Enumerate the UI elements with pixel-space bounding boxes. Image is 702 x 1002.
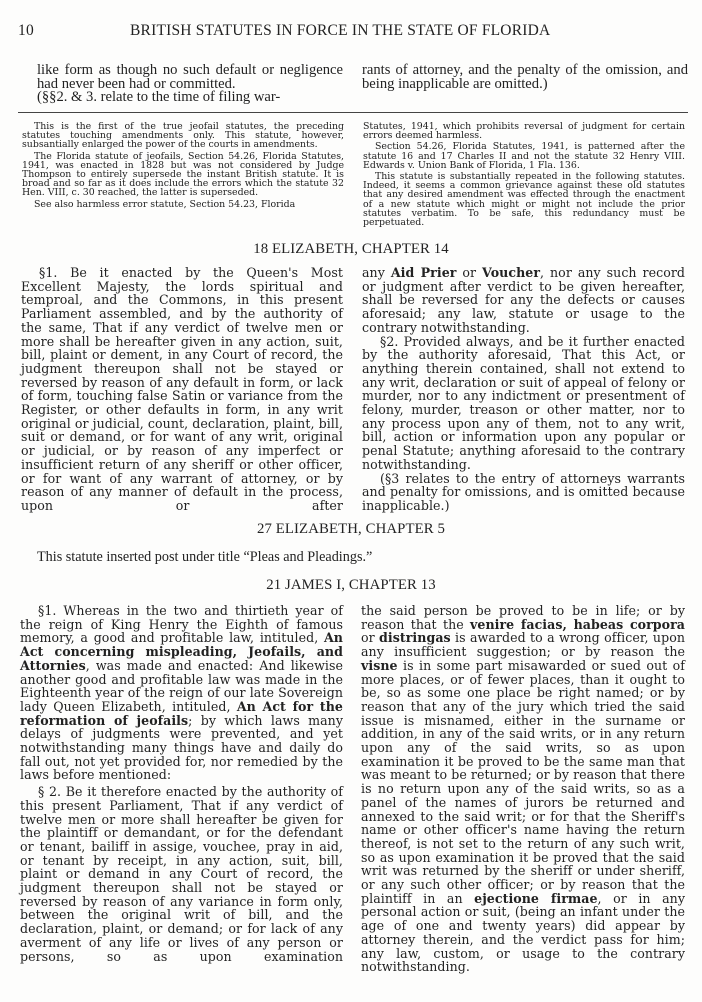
term-aid-prier: Aid Prier <box>390 265 457 280</box>
text-run: ; by which laws many delays of judgments were prevented, and yet notwithstanding many things have and daily do fall out, not yet provided for, nor remedied by the laws before mentioned: <box>20 712 343 783</box>
running-header <box>18 22 692 42</box>
act-title: An Act concerning mispleading, Jeofails, and Attornies <box>20 630 343 673</box>
text-run: or <box>456 265 483 280</box>
james-21-left-column <box>20 604 343 963</box>
note-paragraph: Statutes, 1941, which prohibits reversal of judgment for certain errors deemed harmless. <box>363 121 685 142</box>
footnote-divider <box>18 112 688 113</box>
page-number: 10 <box>18 22 34 39</box>
text-run: is in some part misawarded or sued out of more places, or of fewer places, than it ought to be, so as some one place be right named; or by reason that any of the jury which tried the said issue is misnamed, either in the surname or addition, in any of the said writs, or in any return upon any of the said writs, so as upon examination it be proved to be the same man that was meant to be returned; or by reason that there is no return upon any of the said writs, so as a panel of the names of jurors be returned and annexed to the said writ; or for that the Sheriff's name or other officer's name having the return thereof, is not set to the return of any such writ, so as upon examination it be proved that the said writ was returned by the sheriff or under sheriff, or any such other officer; or by reason that the plaintiff in an <box>361 657 685 906</box>
elizabeth-18-left-column <box>21 266 343 513</box>
section-1-paragraph: §1. Be it enacted by the Queen's Most Excellent Majesty, the lords spiritual and temproal, and the Commons, in this present Parliament assembled, and by the authority of the same, That if any verdict of twelve men or more shall be hereafter given in any action, suit, bill, plaint or dement, in any Court of record, the judgment thereupon shall not be stayed or reversed by reason of any default in form, or lack of form, touching false Satin or variance from the Register, or other defaults in form, in any writ original or judicial, count, declaration, plaint, bill, suit or demand, or for want of any writ, original or judicial, or by reason of any imperfect or insufficient return of any sheriff or other officer, or for want of any warrant of attorney, or by reason of any manner of default in the process, upon or after <box>21 265 343 513</box>
text-run: , or in any personal action or suit, (being an infant under the age of one and twenty years) did appear by attorney therein, and the verdict pass for him; any law, custom, or usage to the contrary notwithstanding. <box>361 890 685 975</box>
carryover-paragraph: like form as though no such default or negligence had never been had or committed. <box>37 62 343 92</box>
section-3-omission-note: (§3 relates to the entry of attorneys warrants and penalty for omissions, and is omitted because inapplicable.) <box>362 470 685 513</box>
note-paragraph: Section 54.26, Florida Statutes, 1941, is patterned after the statute 16 and 17 Charles II and not the statute 32 Henry VIII. Edwards v. Union Bank of Florida, 1 Fla. 136. <box>363 141 685 171</box>
cross-reference-note: This statute inserted post under title “Pleas and Pleadings.” <box>37 549 373 565</box>
section-2-paragraph: § 2. Be it therefore enacted by the authority of this present Parliament, That if any verdict of twelve men or more shall hereafter be given for the plaintiff or demandant, or for the defendant or tenant, bailiff in assige, vouchee, pray in aid, or tenant by receipt, in any action, suit, bill, plaint or demand in any Court of record, the judgment thereupon shall not be stayed or reversed by reason of any variance in form only, between the original writ of bill, and the declaration, plaint, or demand; or for lack of any averment of any life or lives of any person or persons, so as upon examination <box>20 784 343 964</box>
running-title: BRITISH STATUTES IN FORCE IN THE STATE OF FLORIDA <box>130 22 551 39</box>
elizabeth-18-right-column <box>362 266 685 513</box>
writ-term: ejectione firmae <box>474 890 598 906</box>
carryover-left-column <box>37 64 343 105</box>
text-run: , nor any such record or judgment after verdict to be given hereafter, shall be reversed for any the defects or causes aforesaid; any law, statute or usage to the contrary notwithstanding. <box>362 265 686 335</box>
section-1-continuation <box>362 266 685 335</box>
carryover-section-note: (§§2. & 3. relate to the time of filing war- <box>37 89 281 106</box>
notes-left-column <box>22 122 344 209</box>
chapter-heading: 21 JAMES I, CHAPTER 13 <box>266 577 436 593</box>
text-run: the said person be proved to be in life; or by reason that the <box>361 603 685 632</box>
james-21-right-column <box>361 604 685 974</box>
term-voucher: Voucher <box>482 265 541 280</box>
note-paragraph: See also harmless error statute, Section 54.23, Florida <box>34 198 296 210</box>
text-run: , was made and enacted: And likewise another good and profitable law was made in the Eighteenth year of the reign of our late Sovereign lady Queen Elizabeth, intituled, <box>20 657 343 714</box>
text-run: is awarded to a wrong officer, upon any insufficient suggestion; or by reason the <box>361 630 685 660</box>
writ-term: distringas <box>379 630 451 646</box>
writ-term: venire facias, habeas corpora <box>470 616 685 632</box>
carryover-omission-note: rants of attorney, and the penalty of the omission, and being inapplicable are omitted.) <box>362 62 688 92</box>
chapter-heading: 18 ELIZABETH, CHAPTER 14 <box>253 241 449 257</box>
section-2-paragraph: §2. Provided always, and be it further enacted by the authority aforesaid, That this Act, or anything therein contained, shall not extend to any writ, declaration or suit of appeal of felony or murder, nor to any indictment or presentment of felony, murder, treason or other matter, nor to any process upon any of them, not to any writ, bill, action or information upon any popular or penal Statute; anything aforesaid to the contrary notwithstanding. <box>362 333 685 472</box>
note-paragraph: This is the first of the true jeofail statutes, the preceding statutes touching amendments only. This statute, however, subsantially enlarged the power of the courts in amendments. <box>22 121 344 151</box>
text-run: or <box>361 630 380 646</box>
notes-right-column <box>363 122 685 227</box>
text-run: any <box>362 265 391 280</box>
act-title: An Act for the reformation of jeofails <box>20 698 343 728</box>
writ-term: visne <box>361 657 398 673</box>
note-paragraph: This statute is substantially repeated in the following statutes. Indeed, it seems a common grievance against these old statutes that any desired amendment was effected through the enactment of a new statute which might or might not include the prior statutes verbatim. To be safe, this redundancy must be perpetuated. <box>363 171 685 229</box>
section-1-paragraph <box>20 604 343 782</box>
note-paragraph: The Florida statute of jeofails, Section 54.26, Florida Statutes, 1941, was enacted in 1828 but was not considered by Judge Thompson to entirely supersede the instant British statute. It is broad and so far as it does include the errors which the statute 32 Hen. VIII, c. 30 reached, the latter is superseded. <box>22 150 344 199</box>
chapter-heading: 27 ELIZABETH, CHAPTER 5 <box>256 521 446 537</box>
text-run: §1. Whereas in the two and thirtieth year of the reign of King Henry the Eighth of famous memory, a good and profitable law, intituled, <box>20 603 343 646</box>
section-2-continuation <box>361 604 685 974</box>
carryover-right-column <box>362 64 688 91</box>
